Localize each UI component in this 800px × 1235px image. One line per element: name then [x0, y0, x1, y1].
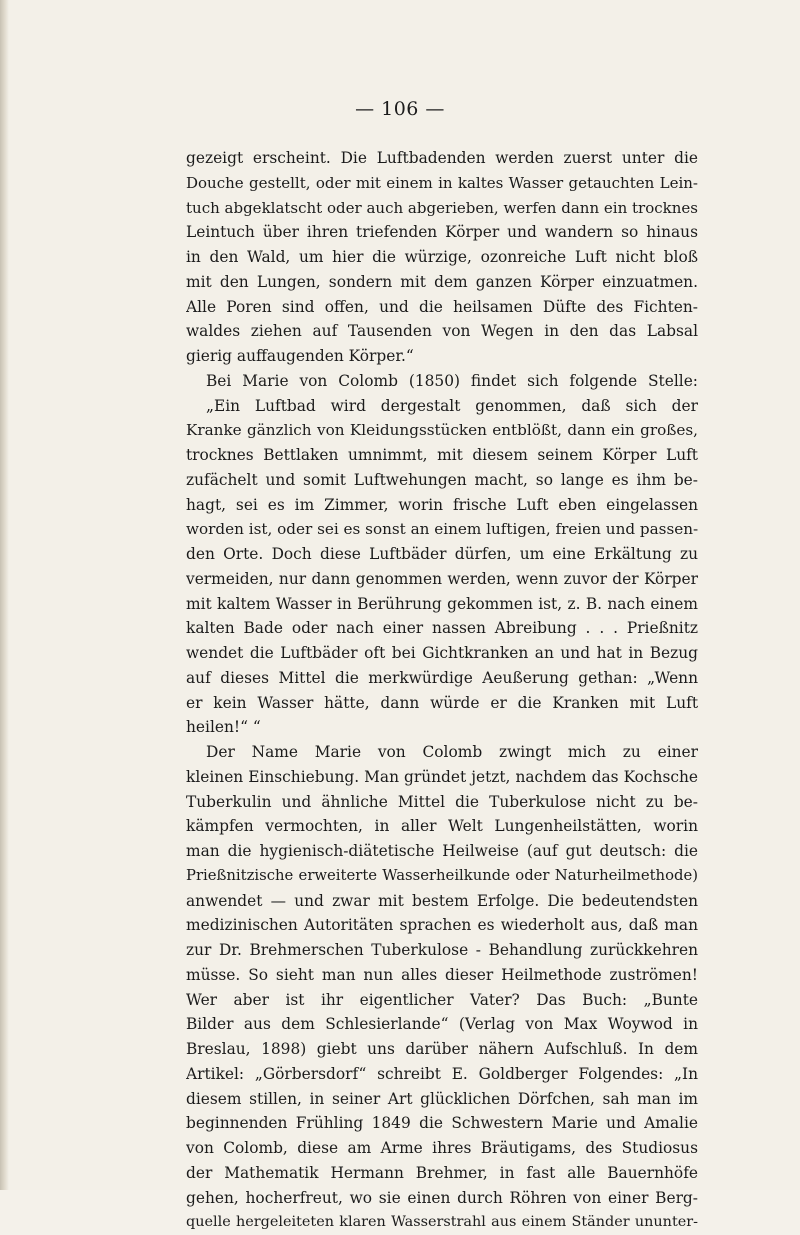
text-line: auf dieses Mittel die merkwürdige Aeußerung gethan: „Wenn	[186, 668, 698, 687]
text-line: Tuberkulin und ähnliche Mittel die Tuberkulose nicht zu be-	[186, 792, 698, 811]
text-line: Alle Poren sind offen, und die heilsamen Düfte des Fichten-	[186, 297, 698, 316]
text-line: gehen, hocherfreut, wo sie einen durch Röhren von einer Berg-	[186, 1188, 698, 1207]
text-line: gierig auffaugenden Körper.“	[186, 347, 414, 365]
text-line: beginnenden Frühling 1849 die Schwestern Marie und Amalie	[186, 1114, 698, 1133]
text-line: Artikel: „Görbersdorf“ schreibt E. Goldberger Folgendes: „In	[186, 1064, 698, 1083]
text-line: den Orte. Doch diese Luftbäder dürfen, um eine Erkältung zu	[186, 545, 698, 563]
text-line: in den Wald, um hier die würzige, ozonreiche Luft nicht bloß	[186, 248, 698, 266]
text-line: waldes ziehen auf Tausenden von Wegen in den das Labsal	[186, 322, 698, 341]
text-line: Bei Marie von Colomb (1850) findet sich folgende Stelle:	[206, 371, 698, 390]
text-line: Kranke gänzlich von Kleidungsstücken entblößt, dann ein großes,	[186, 421, 698, 440]
text-line: von Colomb, diese am Arme ihres Bräutigams, des Studiosus	[186, 1139, 698, 1157]
text-line: zur Dr. Brehmerschen Tuberkulose - Behandlung zurückkehren	[186, 941, 698, 959]
text-line: der Mathematik Hermann Brehmer, in fast alle Bauernhöfe	[186, 1163, 698, 1182]
text-line: anwendet — und zwar mit bestem Erfolge. Die bedeutendsten	[186, 891, 698, 910]
text-line: man die hygienisch-diätetische Heilweise (auf gut deutsch: die	[186, 842, 698, 860]
text-line: tuch abgeklatscht oder auch abgerieben, werfen dann ein trocknes	[186, 198, 698, 217]
text-line: quelle hergeleiteten klaren Wasserstrahl aus einem Ständer ununter-	[186, 1214, 698, 1231]
text-line: zufächelt und somit Luftwehungen macht, so lange es ihm be-	[186, 470, 698, 489]
text-line: Leintuch über ihren triefenden Körper und wandern so hinaus	[186, 223, 698, 242]
text-line: wendet die Luftbäder oft bei Gichtkranken an und hat in Bezug	[186, 644, 698, 662]
text-line: er kein Wasser hätte, dann würde er die Kranken mit Luft	[186, 693, 698, 712]
text-line: kämpfen vermochten, in aller Welt Lungenheilstätten, worin	[186, 817, 698, 836]
text-line: Wer aber ist ihr eigentlicher Vater? Das Buch: „Bunte	[186, 990, 698, 1009]
text-line: trocknes Bettlaken umnimmt, mit diesem seinem Körper Luft	[186, 446, 698, 464]
text-line: mit den Lungen, sondern mit dem ganzen Körper einzuatmen.	[186, 272, 698, 291]
text-line: mit kaltem Wasser in Berührung gekommen ist, z. B. nach einem	[186, 594, 698, 613]
text-line: kleinen Einschiebung. Man gründet jetzt, nachdem das Kochsche	[186, 767, 698, 786]
text-line: Bilder aus dem Schlesierlande“ (Verlag von Max Woywod in	[186, 1015, 698, 1034]
text-line: „Ein Luftbad wird dergestalt genommen, daß sich der	[206, 396, 698, 415]
text-line: Douche gestellt, oder mit einem in kaltes Wasser getauchten Lein-	[186, 173, 698, 192]
text-line: Breslau, 1898) giebt uns darüber nähern Aufschluß. In dem	[186, 1040, 698, 1058]
text-line: worden ist, oder sei es sonst an einem luftigen, freien und passen-	[186, 520, 698, 539]
text-line: heilen!“ “	[186, 718, 261, 737]
body-text	[186, 146, 698, 1235]
text-line: diesem stillen, in seiner Art glücklichen Dörfchen, sah man im	[186, 1089, 698, 1108]
page-binding-edge	[0, 0, 9, 1190]
text-line: müsse. So sieht man nun alles dieser Heilmethode zuströmen!	[186, 965, 698, 984]
text-line: Der Name Marie von Colomb zwingt mich zu einer	[206, 743, 698, 761]
page-number: — 106 —	[355, 98, 445, 120]
text-line: vermeiden, nur dann genommen werden, wenn zuvor der Körper	[186, 569, 698, 588]
text-line: kalten Bade oder nach einer nassen Abreibung . . . Prießnitz	[186, 619, 698, 638]
text-line: medizinischen Autoritäten sprachen es wiederholt aus, daß man	[186, 916, 698, 935]
text-line: Prießnitzische erweiterte Wasserheilkunde oder Naturheilmethode)	[186, 866, 698, 884]
text-line: hagt, sei es im Zimmer, worin frische Luft eben eingelassen	[186, 495, 698, 514]
text-line: gezeigt erscheint. Die Luftbadenden werden zuerst unter die	[186, 149, 698, 167]
